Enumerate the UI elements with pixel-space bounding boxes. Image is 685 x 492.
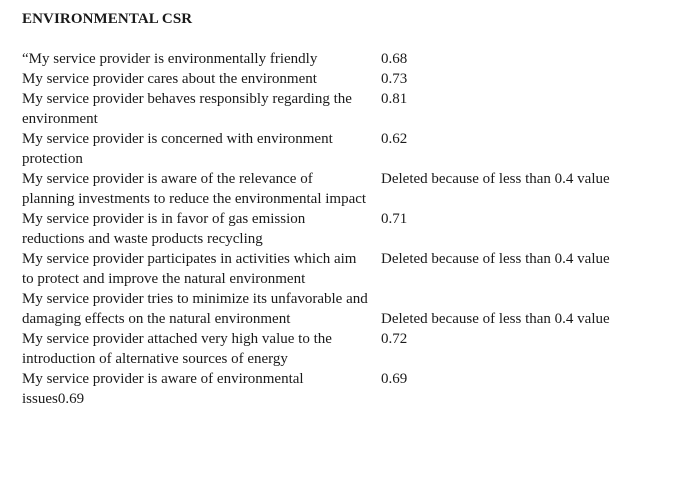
table-row (22, 69, 672, 89)
item-value: 0.73 (381, 71, 408, 87)
item-text: My service provider is concerned with environment protection (22, 131, 333, 167)
table-row (22, 129, 672, 169)
loadings-table (22, 49, 672, 409)
item-text: My service provider attached very high value to the introduction of alternative sources of energy (22, 331, 332, 367)
table-row (22, 249, 672, 289)
item-value: Deleted because of less than 0.4 value (381, 171, 610, 187)
item-value: 0.62 (381, 131, 408, 147)
table-row (22, 89, 672, 129)
item-text: My service provider is aware of environmental issues0.69 (22, 371, 304, 407)
table-row (22, 289, 672, 329)
table-row (22, 369, 672, 409)
item-value: 0.68 (381, 51, 408, 67)
table-row (22, 209, 672, 249)
item-text: My service provider participates in activities which aim to protect and improve the natural environment (22, 251, 357, 287)
item-value: Deleted because of less than 0.4 value (381, 311, 610, 327)
item-text: My service provider is aware of the relevance of planning investments to reduce the environmental impact (22, 171, 367, 207)
item-text: My service provider is in favor of gas emission reductions and waste products recycling (22, 211, 306, 247)
section-title: ENVIRONMENTAL CSR (22, 11, 193, 27)
item-text: My service provider behaves responsibly regarding the environment (22, 91, 352, 127)
item-value: Deleted because of less than 0.4 value (381, 251, 610, 267)
table-row (22, 329, 672, 369)
item-text: My service provider cares about the environment (22, 71, 317, 87)
item-text: My service provider tries to minimize its unfavorable and damaging effects on the natural environment (22, 291, 368, 327)
item-value: 0.69 (381, 371, 408, 387)
item-value: 0.71 (381, 211, 408, 227)
item-text: “My service provider is environmentally friendly (22, 51, 318, 67)
table-row (22, 169, 672, 209)
item-value: 0.81 (381, 91, 408, 107)
table-row (22, 49, 672, 69)
item-value: 0.72 (381, 331, 408, 347)
